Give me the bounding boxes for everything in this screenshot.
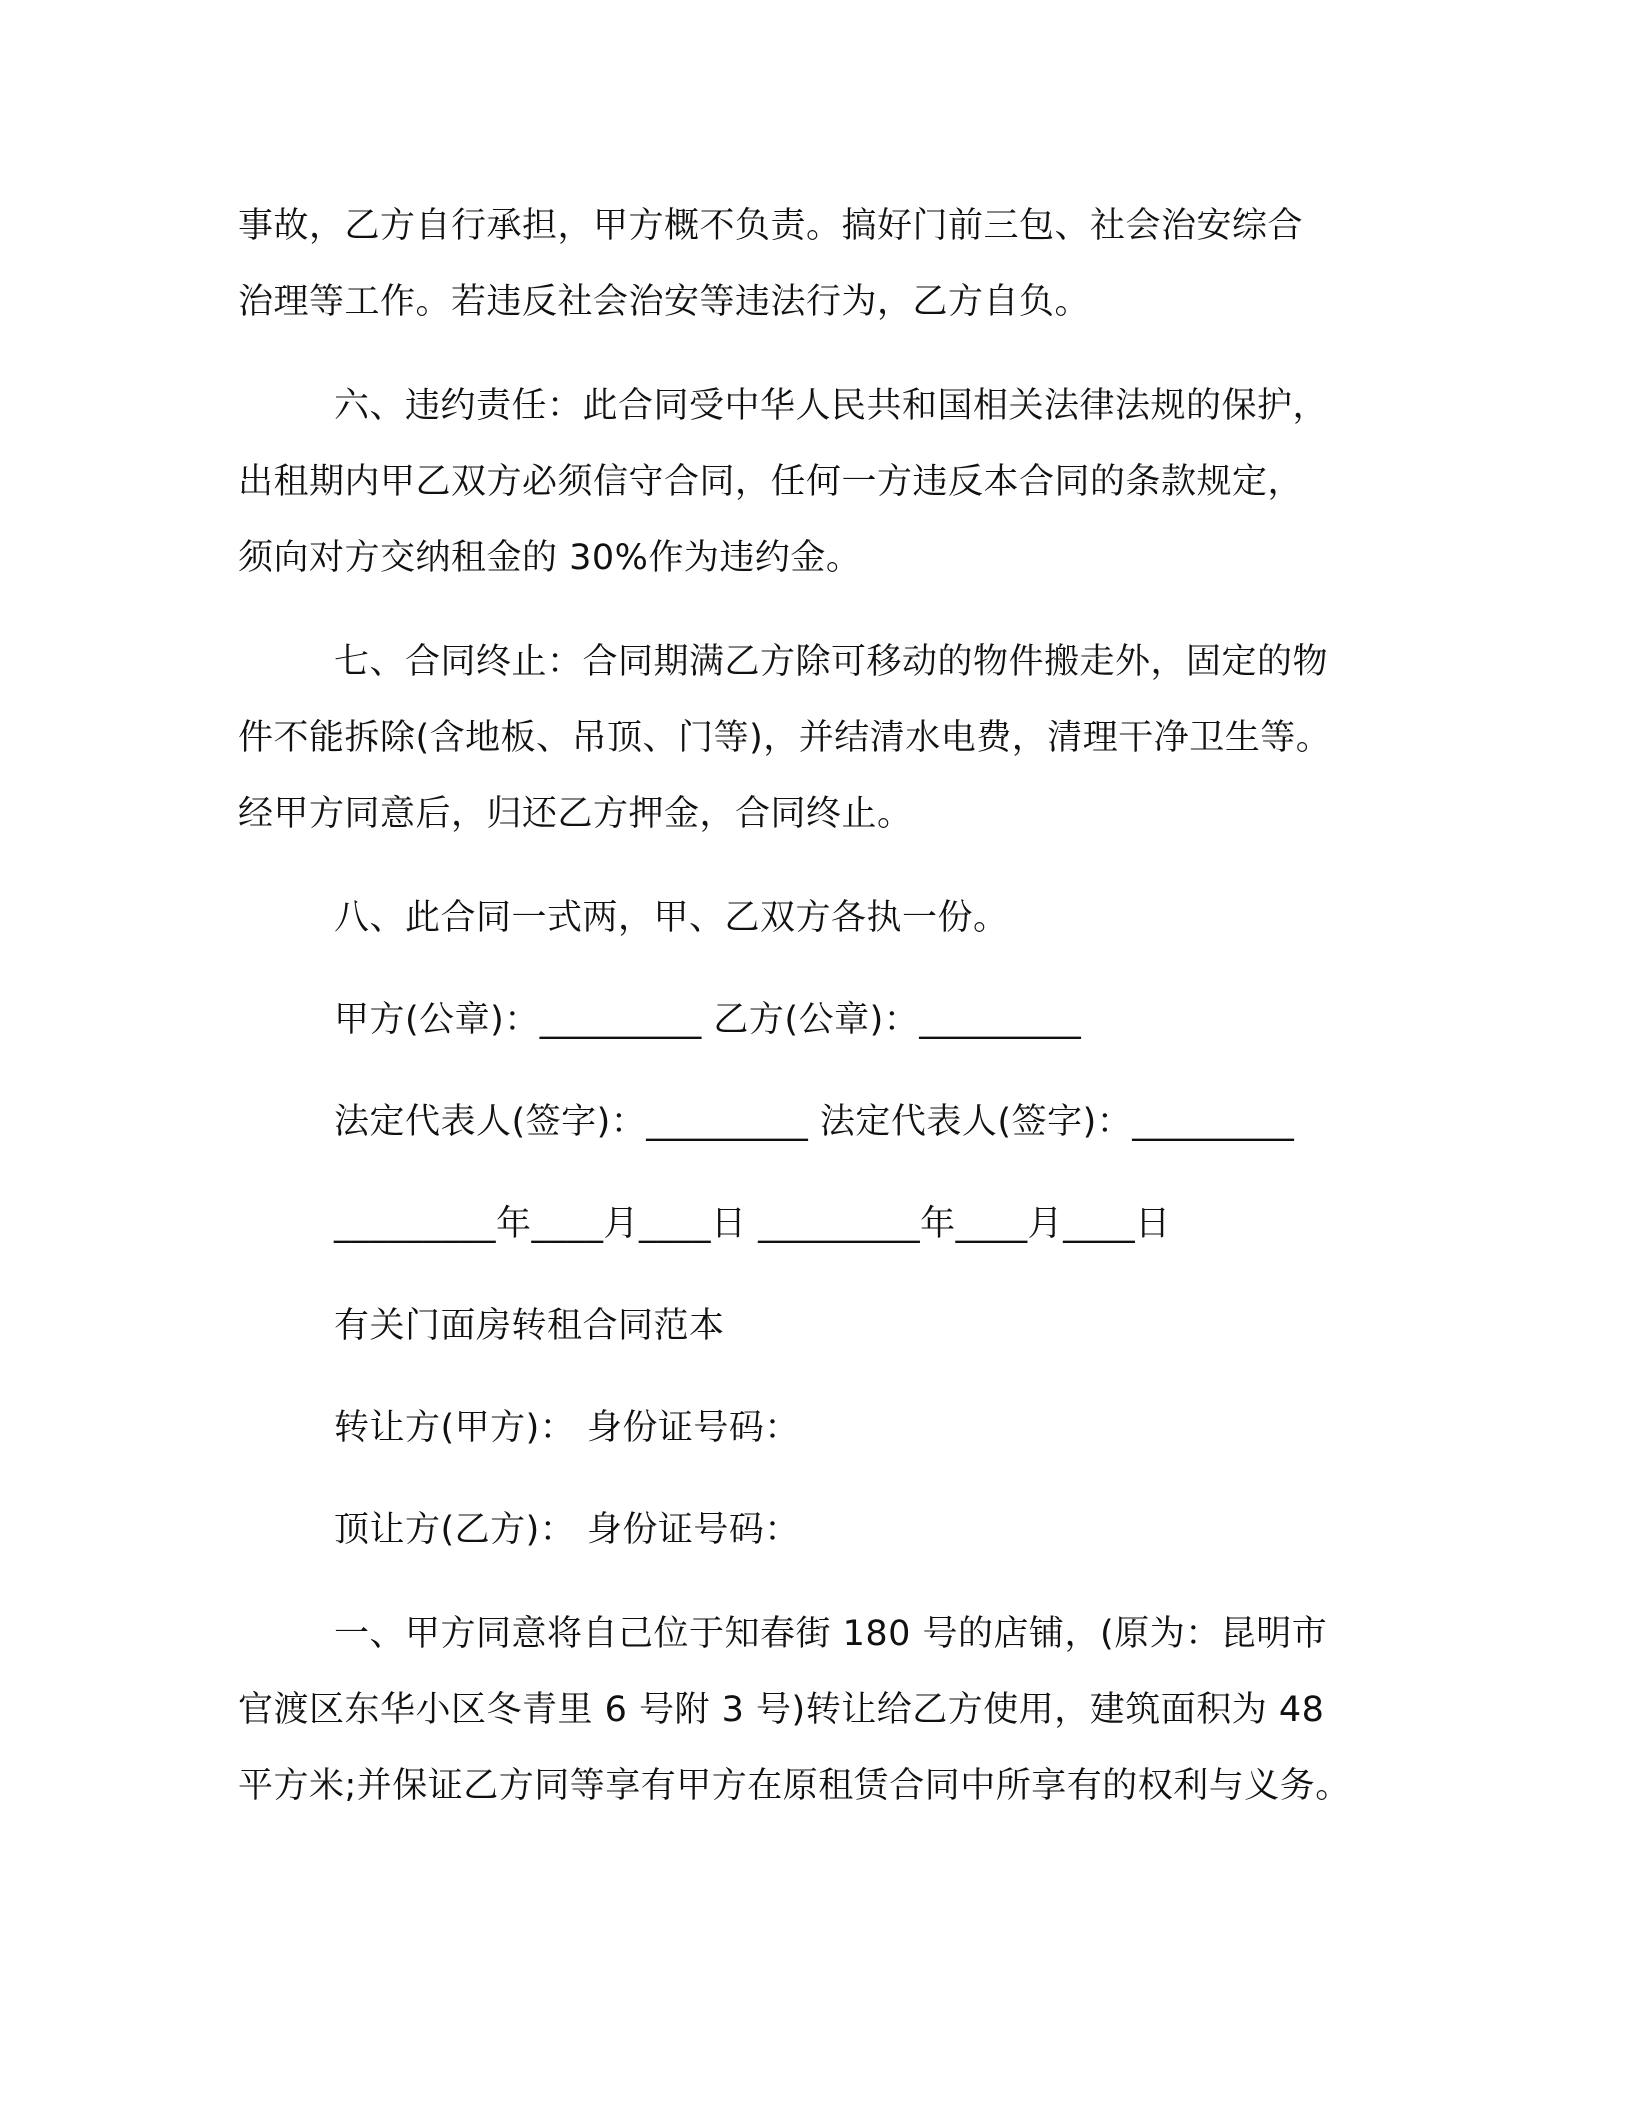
section-title bbox=[238, 1288, 1418, 1364]
text-line: 七、合同终止：合同期满乙方除可移动的物件搬走外，固定的物 bbox=[334, 642, 1329, 682]
text-line: _________年____月____日 _________年____月____日 bbox=[334, 1204, 1171, 1244]
text-line: 法定代表人(签字)：_________ 法定代表人(签字)：_________ bbox=[334, 1102, 1295, 1142]
text-line: 治理等工作。若违反社会治安等违法行为，乙方自负。 bbox=[238, 282, 1091, 322]
text-line: 有关门面房转租合同范本 bbox=[334, 1306, 725, 1346]
text-line: 甲方(公章)：_________ 乙方(公章)：_________ bbox=[334, 1000, 1082, 1040]
text-line: 须向对方交纳租金的 30%作为违约金。 bbox=[238, 538, 862, 578]
paragraph-clause-7 bbox=[238, 624, 1418, 852]
paragraph-clause-1 bbox=[238, 1596, 1418, 1824]
party-transferee bbox=[238, 1492, 1418, 1568]
text-line: 一、甲方同意将自己位于知春街 180 号的店铺，(原为：昆明市 bbox=[334, 1614, 1328, 1654]
document-body bbox=[238, 188, 1418, 1824]
signature-date-line bbox=[238, 1186, 1418, 1262]
text-line: 顶让方(乙方)： 身份证号码： bbox=[334, 1510, 800, 1550]
text-line: 件不能拆除(含地板、吊顶、门等)，并结清水电费，清理干净卫生等。 bbox=[238, 718, 1332, 758]
text-line: 平方米;并保证乙方同等享有甲方在原租赁合同中所享有的权利与义务。 bbox=[238, 1766, 1351, 1806]
paragraph-continuation bbox=[238, 188, 1418, 340]
text-line: 官渡区东华小区冬青里 6 号附 3 号)转让给乙方使用，建筑面积为 48 bbox=[238, 1690, 1325, 1730]
signature-representative-line bbox=[238, 1084, 1418, 1160]
party-transferor bbox=[238, 1390, 1418, 1466]
text-line: 转让方(甲方)： 身份证号码： bbox=[334, 1408, 800, 1448]
paragraph-clause-6 bbox=[238, 368, 1418, 596]
text-line: 八、此合同一式两，甲、乙双方各执一份。 bbox=[334, 898, 1009, 938]
text-line: 事故，乙方自行承担，甲方概不负责。搞好门前三包、社会治安综合 bbox=[238, 206, 1304, 246]
text-line: 六、违约责任：此合同受中华人民共和国相关法律法规的保护， bbox=[334, 386, 1329, 426]
paragraph-clause-8 bbox=[238, 880, 1418, 956]
text-line: 经甲方同意后，归还乙方押金，合同终止。 bbox=[238, 794, 913, 834]
text-line: 出租期内甲乙双方必须信守合同，任何一方违反本合同的条款规定， bbox=[238, 462, 1304, 502]
signature-seal-line bbox=[238, 982, 1418, 1058]
